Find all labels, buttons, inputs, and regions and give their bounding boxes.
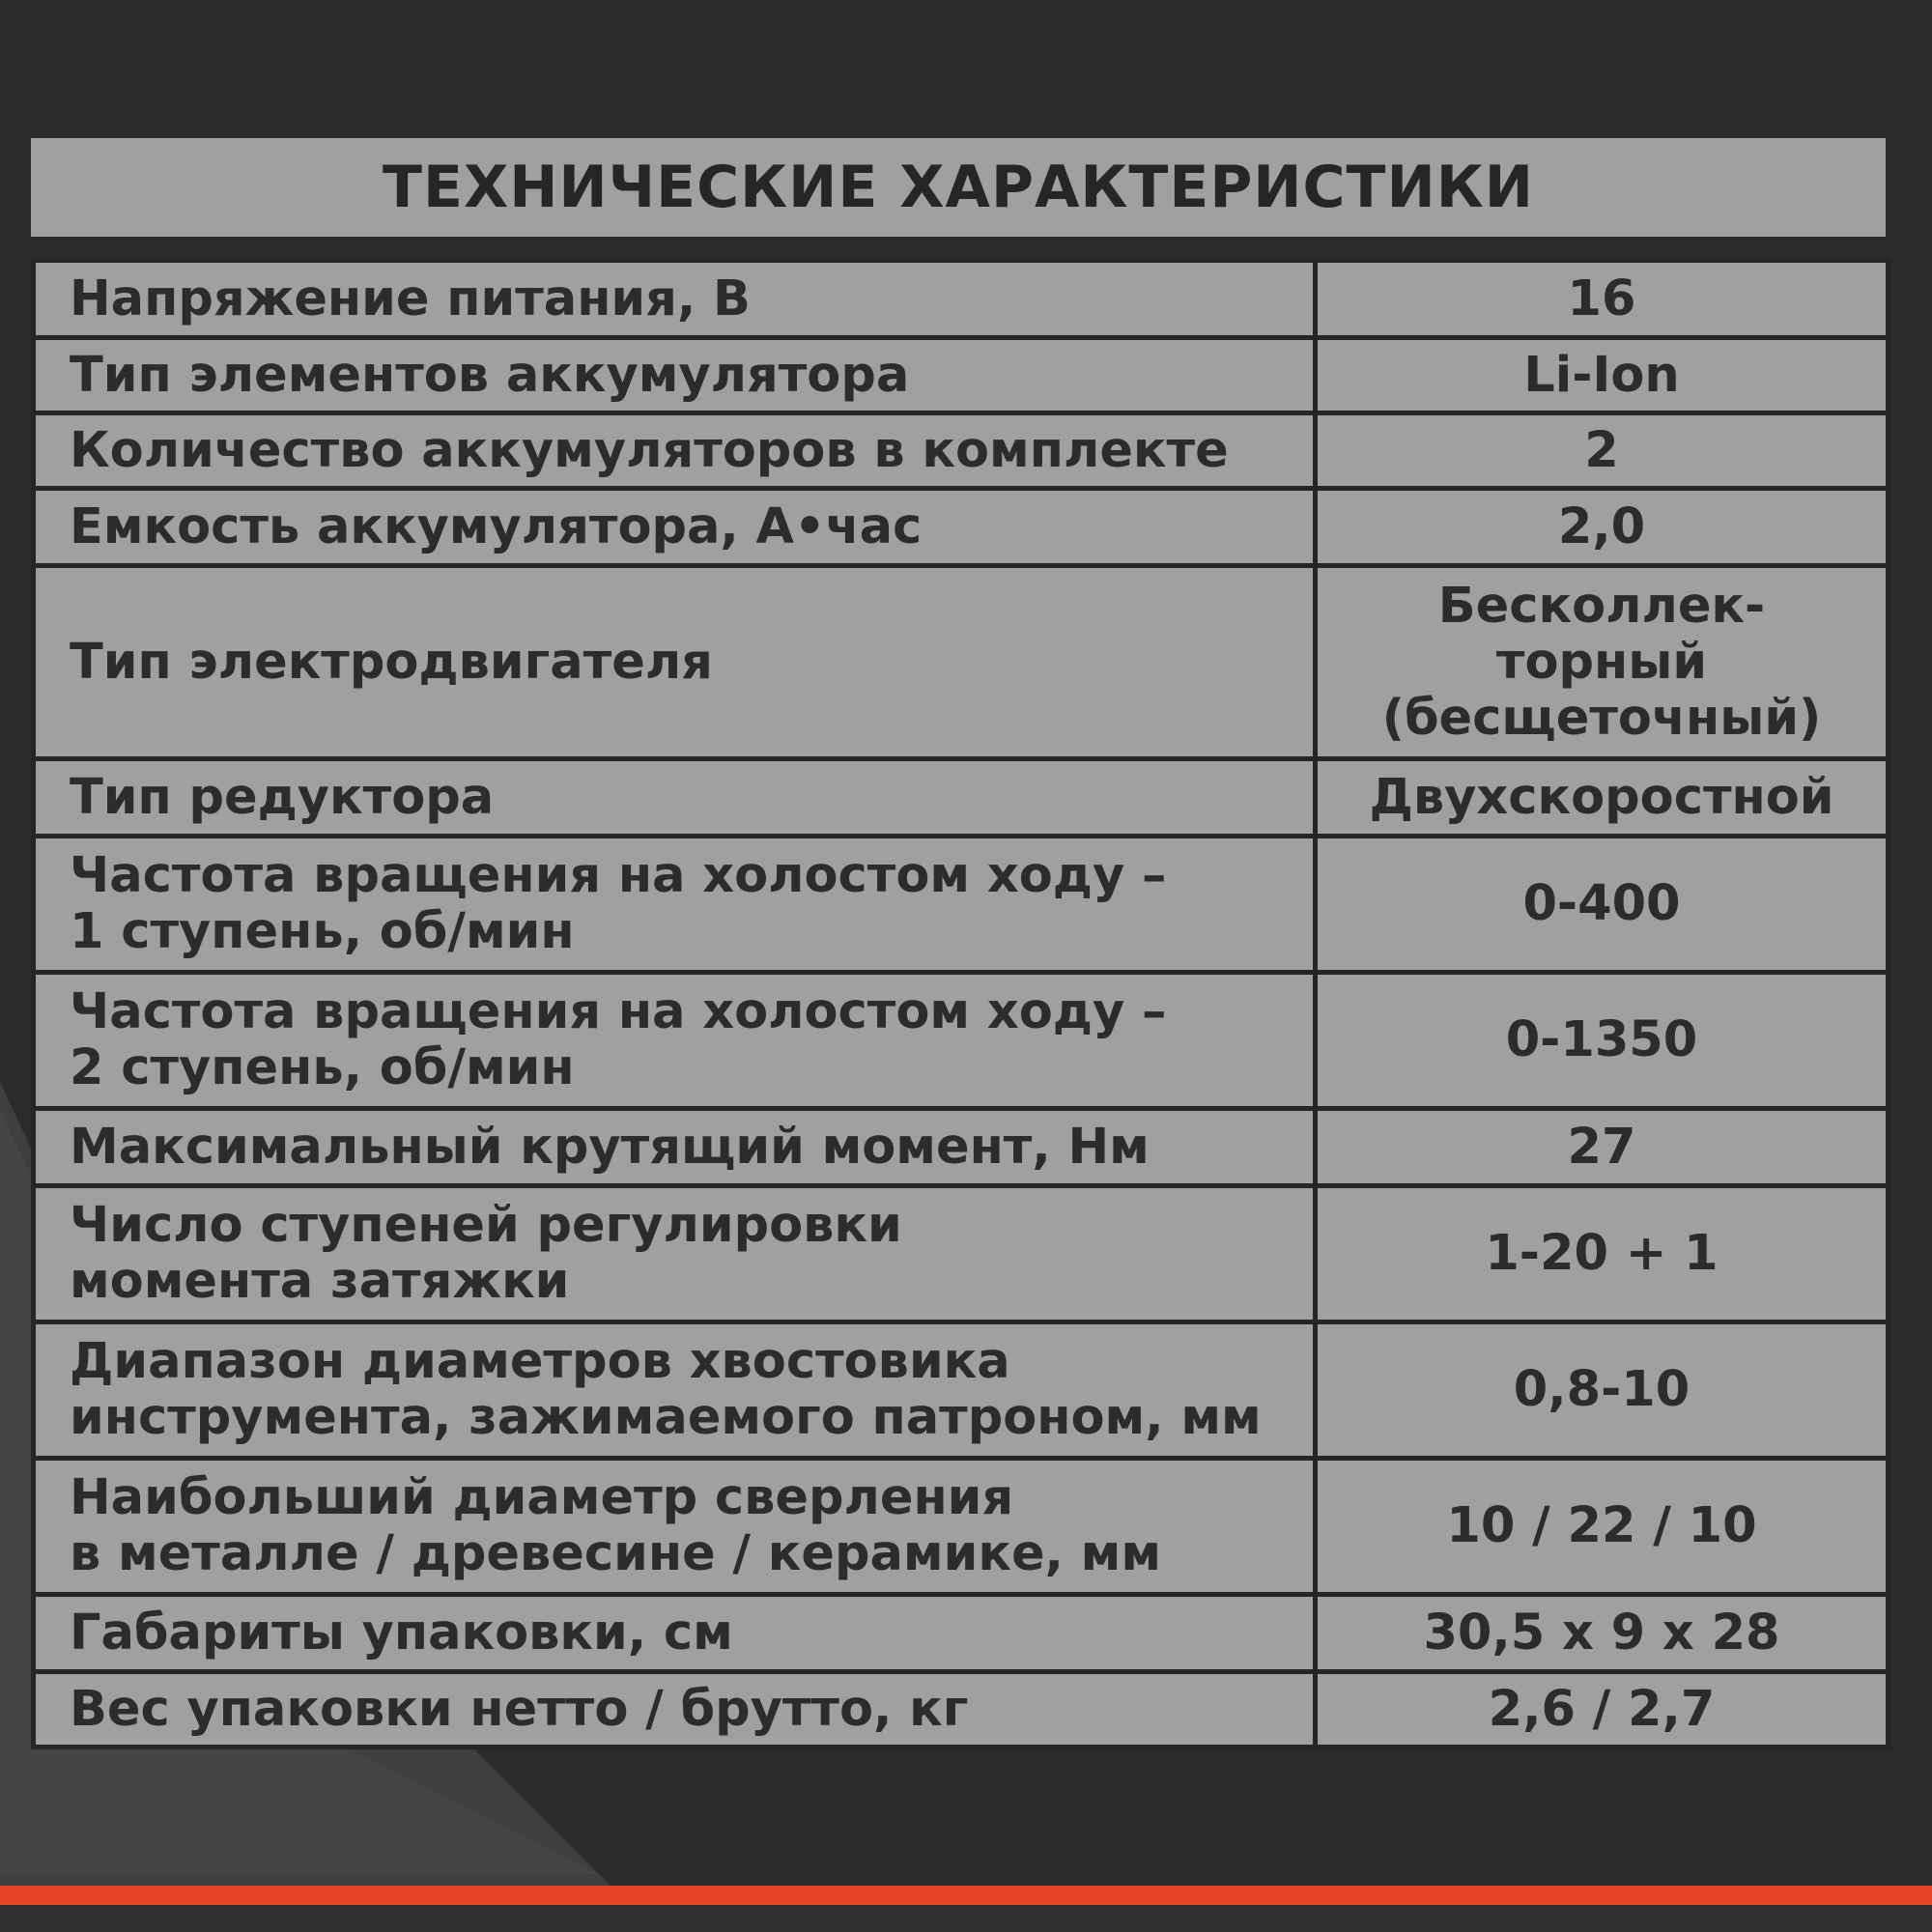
spec-row — [34, 338, 1889, 413]
spec-row — [34, 566, 1889, 759]
spec-param: Количество аккумуляторов в комплекте — [34, 413, 1316, 489]
spec-param: Число ступеней регулировки момента затяжки — [34, 1186, 1316, 1322]
spec-table — [31, 258, 1890, 1749]
spec-row — [34, 489, 1889, 566]
spec-value: 2 — [1316, 413, 1889, 489]
spec-value: 0-400 — [1316, 837, 1889, 973]
spec-param: Тип электродвигателя — [34, 566, 1316, 759]
spec-row — [34, 261, 1889, 338]
spec-row — [34, 1595, 1889, 1672]
spec-panel — [31, 138, 1886, 1749]
spec-value: 0-1350 — [1316, 973, 1889, 1109]
spec-value: Двухскоростной — [1316, 759, 1889, 837]
spec-param: Максимальный крутящий момент, Нм — [34, 1109, 1316, 1186]
spec-param: Габариты упаковки, см — [34, 1595, 1316, 1672]
spec-value: 1-20 + 1 — [1316, 1186, 1889, 1322]
spec-row — [34, 1109, 1889, 1186]
spec-row — [34, 413, 1889, 489]
spec-param: Тип редуктора — [34, 759, 1316, 837]
spec-value: Li-Ion — [1316, 338, 1889, 413]
spec-value: 10 / 22 / 10 — [1316, 1459, 1889, 1595]
spec-value: 27 — [1316, 1109, 1889, 1186]
spec-param: Тип элементов аккумулятора — [34, 338, 1316, 413]
spec-param: Напряжение питания, В — [34, 261, 1316, 338]
spec-row — [34, 973, 1889, 1109]
spec-row — [34, 1459, 1889, 1595]
spec-value: 0,8-10 — [1316, 1322, 1889, 1459]
orange-accent-stripe — [0, 1886, 1932, 1905]
spec-param: Емкость аккумулятора, А•час — [34, 489, 1316, 566]
spec-param: Частота вращения на холостом ходу – 1 ступень, об/мин — [34, 837, 1316, 973]
spec-value: 16 — [1316, 261, 1889, 338]
spec-value: Бесколлек- торный (бесщеточный) — [1316, 566, 1889, 759]
spec-value: 30,5 x 9 x 28 — [1316, 1595, 1889, 1672]
spec-param: Наибольший диаметр сверления в металле / древесине / керамике, мм — [34, 1459, 1316, 1595]
spec-row — [34, 1186, 1889, 1322]
spec-row — [34, 1322, 1889, 1459]
spec-param: Частота вращения на холостом ходу – 2 ступень, об/мин — [34, 973, 1316, 1109]
spec-row — [34, 837, 1889, 973]
spec-row — [34, 759, 1889, 837]
spec-title: ТЕХНИЧЕСКИЕ ХАРАКТЕРИСТИКИ — [31, 138, 1886, 237]
spec-row — [34, 1672, 1889, 1747]
bottom-dark-band — [0, 1905, 1932, 1932]
spec-value: 2,0 — [1316, 489, 1889, 566]
spec-param: Диапазон диаметров хвостовика инструмента, зажимаемого патроном, мм — [34, 1322, 1316, 1459]
spec-param: Вес упаковки нетто / брутто, кг — [34, 1672, 1316, 1747]
spec-value: 2,6 / 2,7 — [1316, 1672, 1889, 1747]
